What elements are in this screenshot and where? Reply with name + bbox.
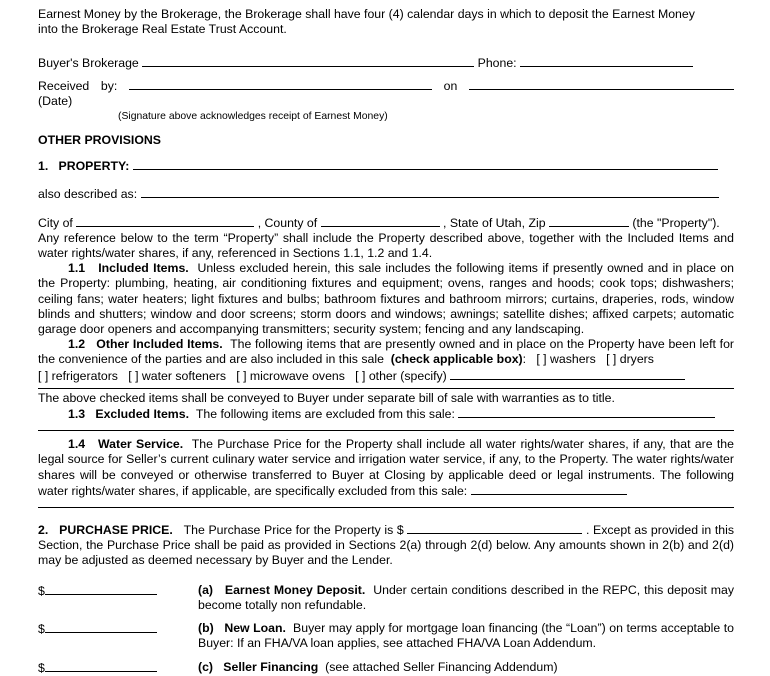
excluded-water-field[interactable] [471, 483, 627, 495]
section-2-text-part2: . Except as provided in this Section, the Purchase Price shall be paid as provided in Sections 2(a) through 2(d) below. Any amounts shown in 2(b) and 2(d) may be adjusted as deemed necessary by Buyer and the Lender. [38, 523, 734, 568]
property-reference-text: Any reference below to the term “Property” shall include the Property described above, together with the Included Items and water rights/water shares, if any, referenced in Sections 1.1, 1.2 and 1.4. [38, 230, 734, 261]
earnest-money-amount-field[interactable] [45, 583, 157, 595]
clipped-top-line [38, 0, 734, 7]
section-1-2-paragraph [38, 337, 734, 367]
dollar-sign-c: $ [38, 660, 45, 675]
row-title-c: Seller Financing [223, 659, 319, 674]
row-label-a: (a) [198, 582, 214, 597]
county-field[interactable] [321, 215, 440, 227]
property-parenthetical: (the "Property"). [632, 215, 720, 230]
section-1-3-paragraph [38, 406, 734, 422]
dollar-sign-a: $ [38, 583, 45, 598]
new-loan-amount-field[interactable] [45, 621, 157, 633]
row-title-a: Earnest Money Deposit. [224, 582, 366, 597]
section-1-4-number: 1.4 [68, 437, 86, 452]
city-county-row [38, 215, 734, 231]
section-1-1-title: Included Items. [98, 261, 189, 276]
received-by-row [38, 78, 734, 109]
phone-label: Phone: [477, 56, 517, 71]
earnest-money-paragraph-line2: into the Brokerage Real Estate Trust Account. [38, 22, 287, 37]
section-1-2-checkbox-row2 [38, 368, 734, 384]
table-row [38, 621, 734, 651]
checkbox-dryers[interactable]: [ ] dryers [606, 352, 654, 367]
purchase-price-field[interactable] [407, 522, 582, 534]
table-row [38, 583, 734, 613]
row-label-c: (c) [198, 659, 214, 674]
purchase-price-table [38, 583, 734, 676]
checkbox-other-specify[interactable]: [ ] other (specify) [355, 368, 447, 383]
buyers-brokerage-field[interactable] [142, 55, 474, 67]
checkbox-microwave-ovens[interactable]: [ ] microwave ovens [236, 368, 345, 383]
document-body [38, 0, 734, 676]
excluded-items-field[interactable] [458, 406, 715, 418]
section-1-4-paragraph [38, 437, 734, 499]
section-2-text-part1: The Purchase Price for the Property is $ [183, 523, 404, 538]
city-field[interactable] [76, 215, 254, 227]
date-label: (Date) [38, 93, 73, 108]
section-1-number: 1. [38, 159, 49, 174]
section-1-4-text: The Purchase Price for the Property shall include all water rights/water shares, if any, that are the legal source for Seller’s current culinary water service and irrigation water service, if any, to the Property. The water rights/water shares will be conveyed or otherwise transferred to Buyer at Closing by applicable deed or legal instruments. The following water rights/water shares, if applicable, are specifically excluded from this sale: [38, 437, 734, 498]
table-row [38, 660, 734, 676]
row-text-b: Buyer may apply for mortgage loan financing (the “Loan”) on terms acceptable to Buyer: If an FHA/VA loan applies, see attached FHA/VA Loan Addendum. [198, 621, 735, 651]
received-by-field[interactable] [129, 78, 432, 90]
row-title-b: New Loan. [224, 621, 286, 636]
section-1-property-row [38, 158, 734, 174]
check-applicable-box-label: (check applicable box) [390, 352, 523, 367]
new-loan-amount-cell [38, 621, 198, 651]
section-1-2-after-text: The above checked items shall be conveyed to Buyer under separate bill of sale with warranties as to title. [38, 390, 615, 405]
signature-caption: (Signature above acknowledges receipt of Earnest Money) [118, 111, 388, 123]
earnest-money-paragraph-line1: Earnest Money by the Brokerage, the Brokerage shall have four (4) calendar days in which to deposit the Earnest Money [38, 7, 695, 21]
checkbox-refrigerators[interactable]: [ ] refrigerators [38, 368, 118, 383]
row-text-c: (see attached Seller Financing Addendum) [325, 659, 558, 674]
dollar-sign-b: $ [38, 622, 45, 637]
received-date-field[interactable] [469, 78, 734, 90]
section-1-2-text: The following items that are presently owned and in place on the Property have been left for the convenience of the parties and are also included in this sale [38, 337, 735, 367]
seller-financing-desc-cell [198, 660, 734, 676]
section-1-1-paragraph [38, 261, 734, 337]
received-on-label: on [443, 78, 458, 93]
section-1-3-text: The following items are excluded from this sale: [195, 407, 455, 422]
zip-field[interactable] [549, 215, 629, 227]
section-1-3-number: 1.3 [68, 407, 86, 422]
earnest-money-amount-cell [38, 583, 198, 613]
also-described-as-field[interactable] [141, 186, 719, 198]
section-1-1-number: 1.1 [68, 261, 86, 276]
received-by-label: Received by: [38, 78, 118, 93]
phone-field[interactable] [520, 55, 693, 67]
table-row-spacer [38, 652, 734, 660]
section-1-3-title: Excluded Items. [95, 407, 190, 422]
also-described-as-label: also described as: [38, 187, 138, 202]
section-1-title: PROPERTY: [58, 159, 130, 174]
section-2-paragraph [38, 522, 734, 569]
section-1-1-text: Unless excluded herein, this sale includes the following items if presently owned and in place on the Property: plumbing, heating, air conditioning fixtures and equipment; ovens, ranges and hoods; cook tops; dishwashers; ceiling fans; water heaters; light fixtures and bulbs; bathroom fixtures and bathroom mirrors; curtains, draperies, rods, window blinds and shutters; window and door screens; storm doors and windows; awnings; satellite dishes; affixed carpets; automatic garage door openers and accompanying transmitters; security system; fencing and any landscaping. [38, 261, 734, 337]
row-text-a: Under certain conditions described in the REPC, this deposit may become totally non refundable. [198, 582, 735, 612]
state-zip-label: , State of Utah, Zip [443, 215, 546, 230]
section-1-2-number: 1.2 [68, 337, 86, 352]
other-specify-field[interactable] [450, 368, 685, 380]
other-provisions-heading: OTHER PROVISIONS [38, 133, 161, 148]
section-1-2-title: Other Included Items. [96, 337, 223, 352]
buyers-brokerage-label: Buyer's Brokerage [38, 56, 139, 71]
section-2-title: PURCHASE PRICE. [59, 523, 173, 538]
checkbox-washers[interactable]: [ ] washers [536, 352, 596, 367]
seller-financing-amount-cell [38, 660, 198, 676]
city-label: City of [38, 215, 73, 230]
section-2-number: 2. [38, 523, 49, 538]
section-1-4-title: Water Service. [98, 437, 184, 452]
row-label-b: (b) [198, 621, 214, 636]
earnest-money-desc-cell [198, 583, 734, 613]
new-loan-desc-cell [198, 621, 734, 651]
seller-financing-amount-field[interactable] [45, 660, 157, 672]
property-address-field[interactable] [133, 158, 718, 170]
also-described-as-row [38, 186, 734, 202]
other-items-blank-line[interactable] [38, 388, 734, 389]
brokerage-row [38, 55, 734, 71]
checkbox-water-softeners[interactable]: [ ] water softeners [128, 368, 226, 383]
county-label: , County of [257, 215, 318, 230]
colon-1-2: : [522, 352, 527, 367]
